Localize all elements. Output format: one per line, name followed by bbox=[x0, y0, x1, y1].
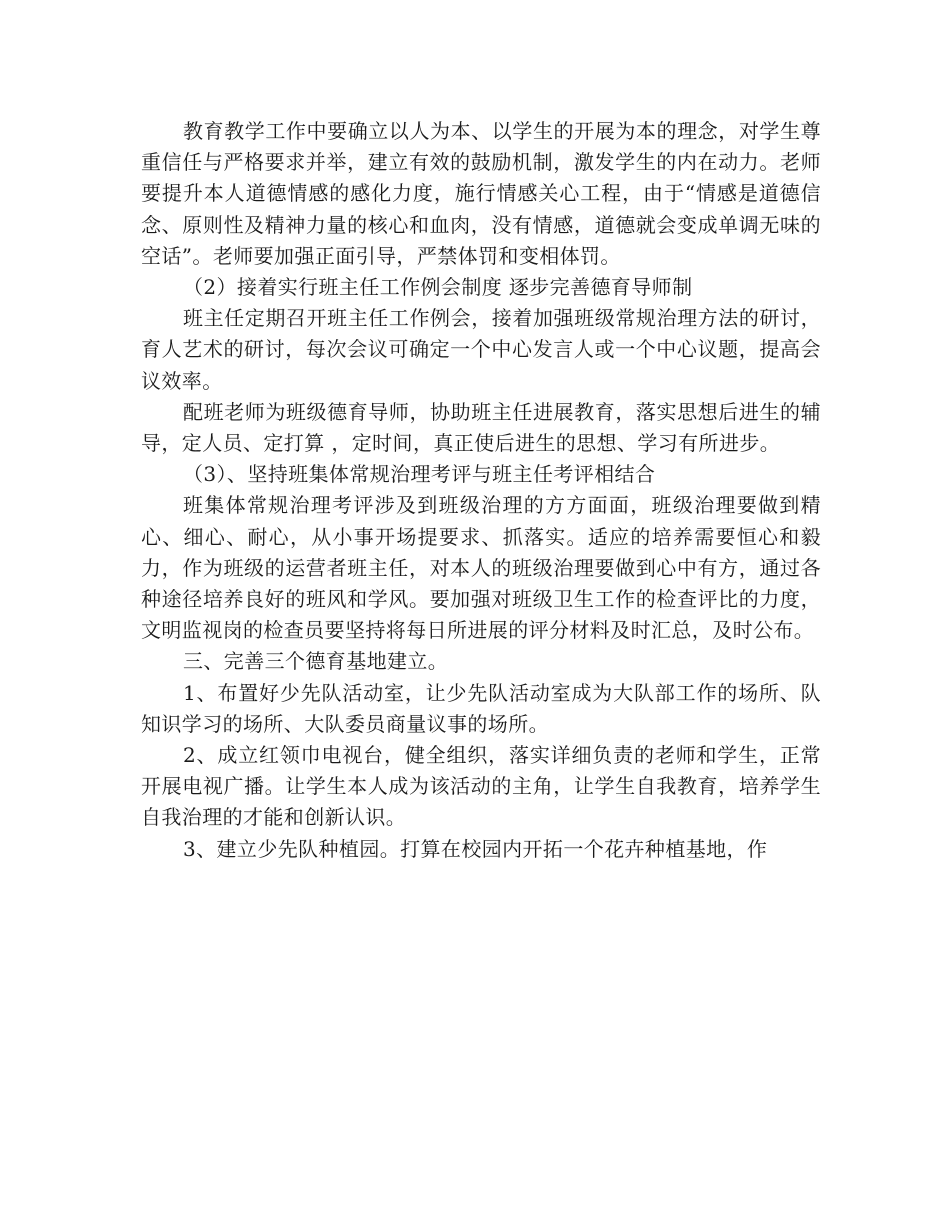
list-item-tv-station: 2、成立红领巾电视台，健全组织，落实详细负责的老师和学生，正常开展电视广播。让学生本人成为该活动的主角，让学生自我教育，培养学生自我治理的才能和创新认识。 bbox=[141, 743, 821, 830]
section-heading-2: （2）接着实行班主任工作例会制度 逐步完善德育导师制 bbox=[183, 275, 693, 300]
section-heading-3: （3）、坚持班集体常规治理考评与班主任考评相结合 bbox=[183, 462, 656, 487]
document-body bbox=[141, 116, 821, 865]
paragraph-moral-mentor: 配班老师为班级德育导师，协助班主任进展教育，落实思想后进生的辅导，定人员、定打算 ，定时间，真正使后进生的思想、学习有所进步。 bbox=[141, 399, 821, 456]
paragraph-class-management-evaluation: 班集体常规治理考评涉及到班级治理的方方面面，班级治理要做到精心、细心、耐心，从小事开场提要求、抓落实。适应的培养需要恒心和毅力，作为班级的运营者班主任，对本人的班级治理要做到心中有方，通过各种途径培养良好的班风和学风。要加强对班级卫生工作的检查评比的力度，文明监视岗的检查员要坚持将每日所进展的评分材料及时汇总，及时公布。 bbox=[141, 493, 821, 643]
section-heading-three-bases: 三、完善三个德育基地建立。 bbox=[183, 649, 449, 674]
list-item-planting-garden: 3、建立少先队种植园。打算在校园内开拓一个花卉种植基地，作 bbox=[183, 836, 768, 861]
paragraph-moral-education-philosophy: 教育教学工作中要确立以人为本、以学生的开展为本的理念，对学生尊重信任与严格要求并举，建立有效的鼓励机制，激发学生的内在动力。老师要提升本人道德情感的感化力度，施行情感关心工程，由于“情感是道德信念、原则性及精神力量的核心和血肉，没有情感，道德就会变成单调无味的空话”。老师要加强正面引导，严禁体罚和变相体罚。 bbox=[141, 119, 821, 268]
paragraph-class-teacher-meetings: 班主任定期召开班主任工作例会，接着加强班级常规治理方法的研讨，育人艺术的研讨，每次会议可确定一个中心发言人或一个中心议题，提高会议效率。 bbox=[141, 306, 821, 393]
list-item-activity-room: 1、布置好少先队活动室，让少先队活动室成为大队部工作的场所、队知识学习的场所、大队委员商量议事的场所。 bbox=[141, 680, 821, 736]
